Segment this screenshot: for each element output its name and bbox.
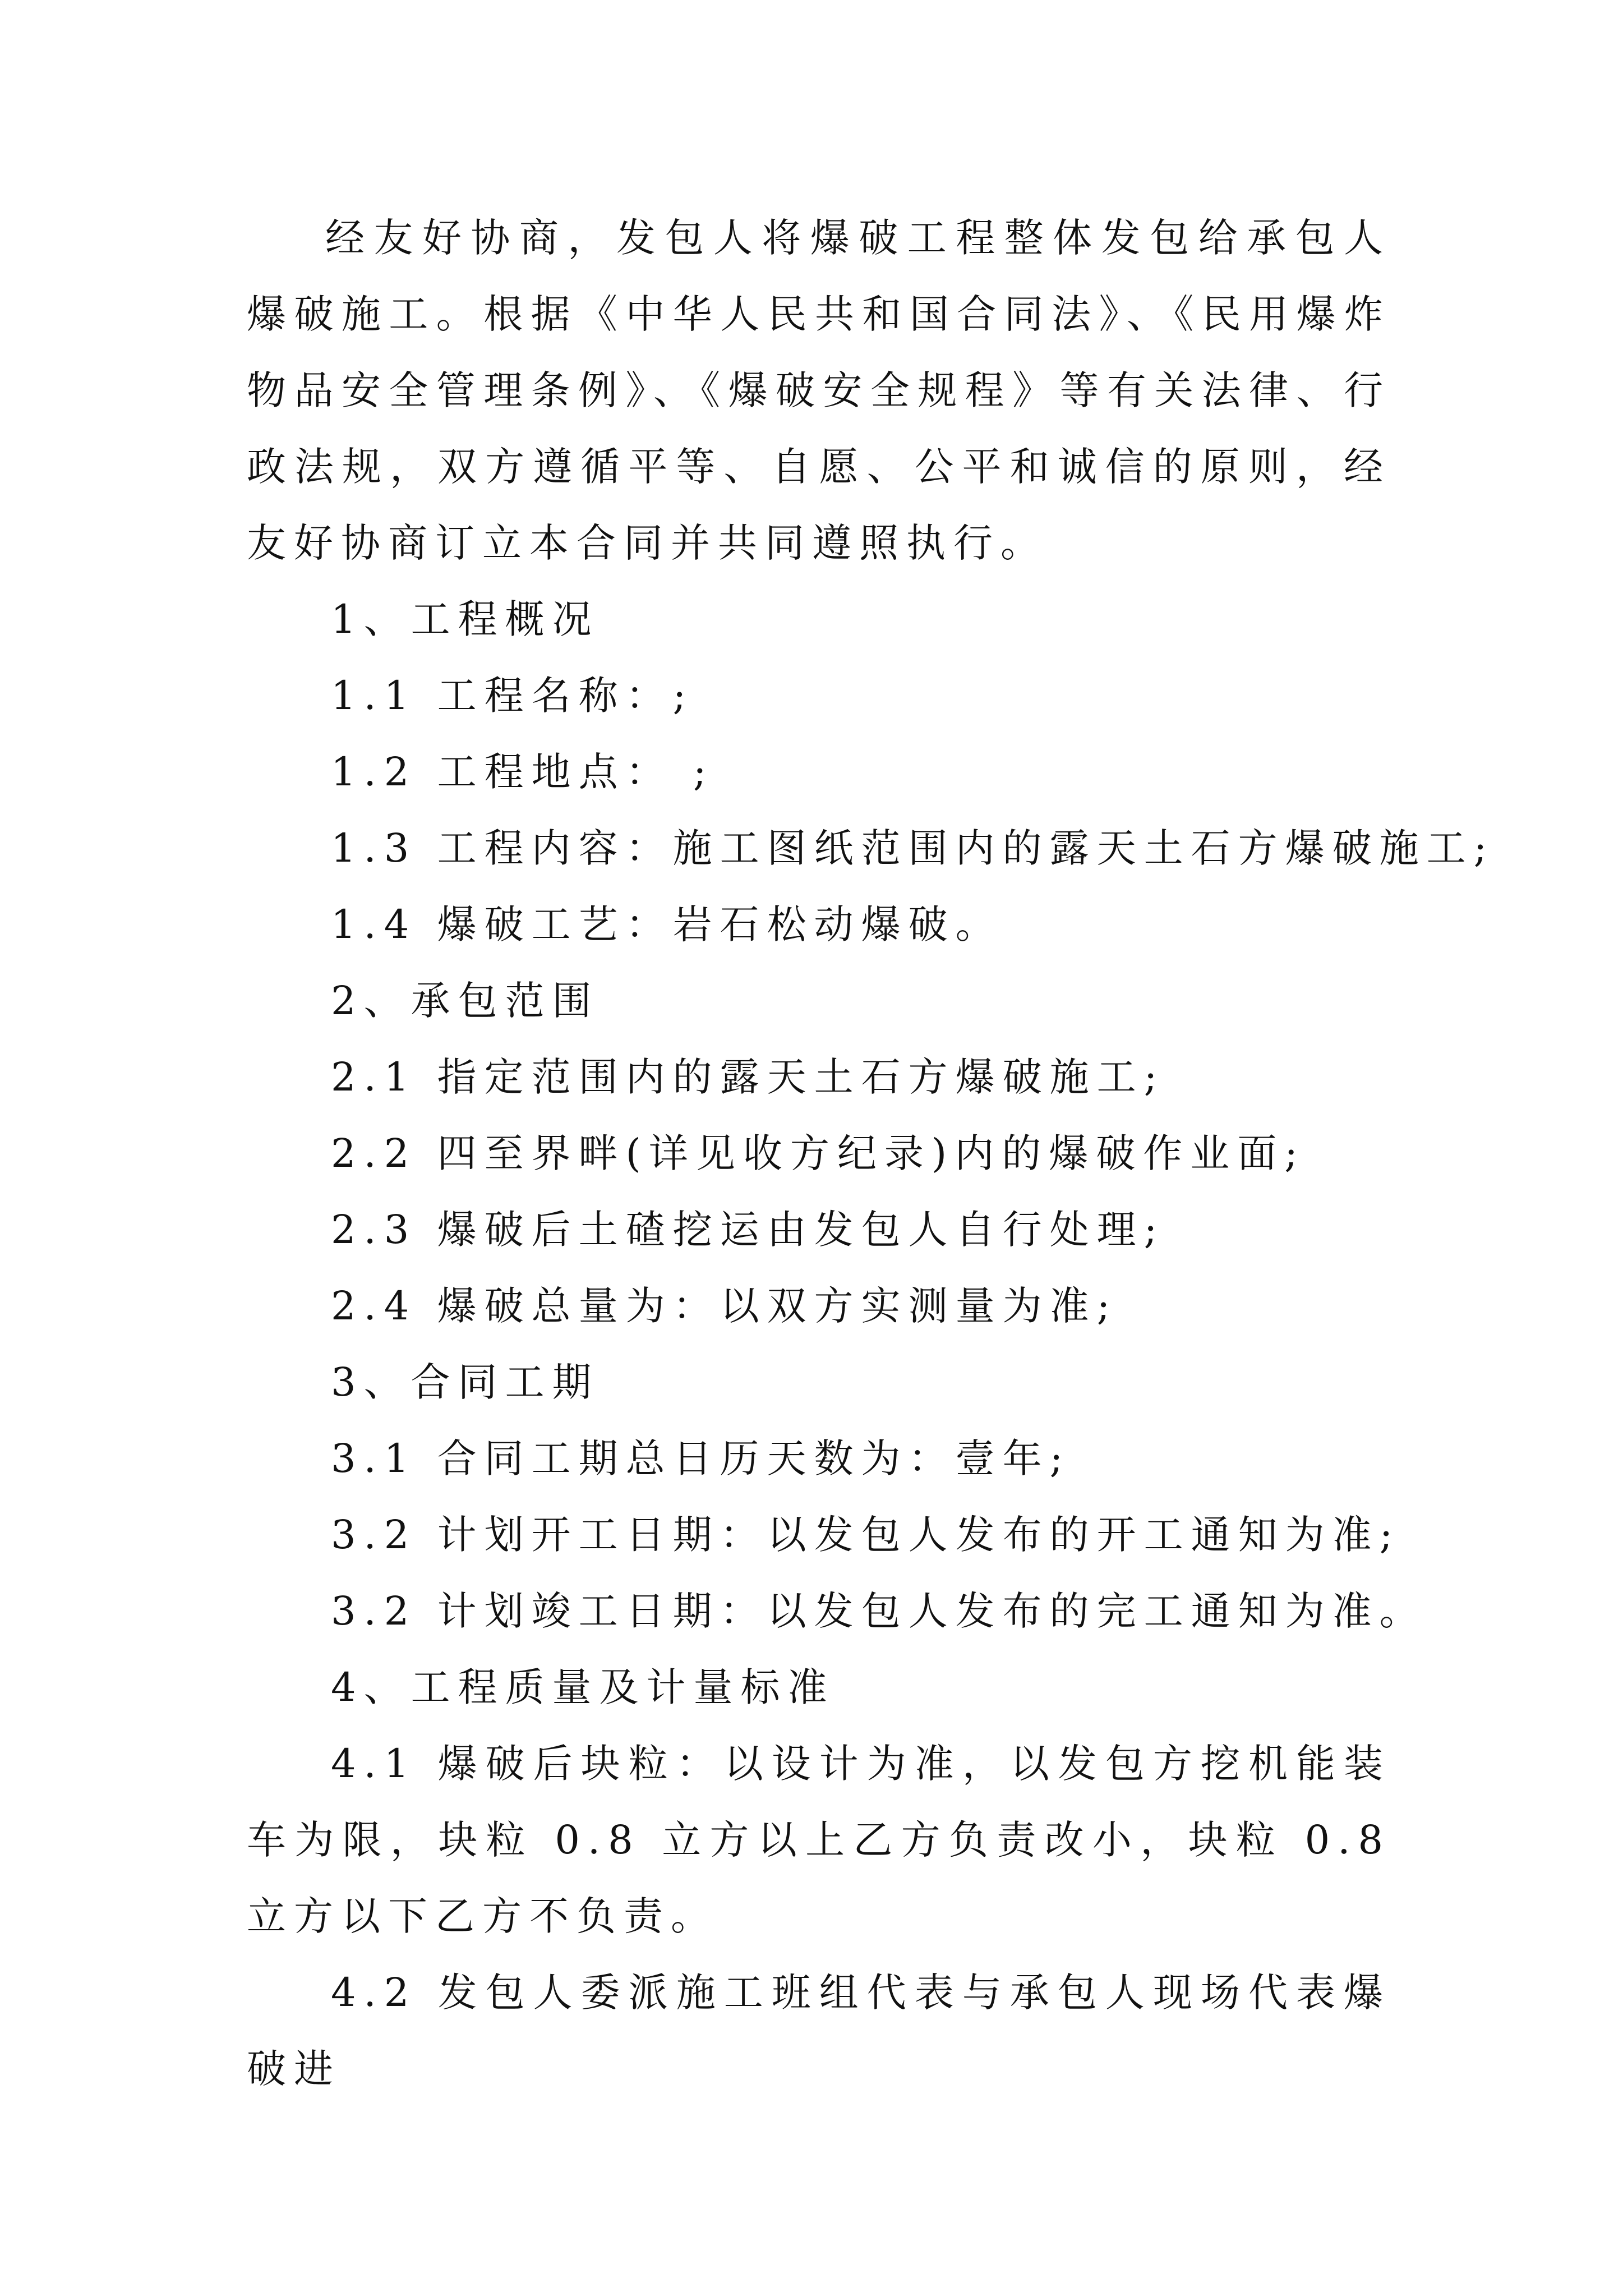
section-4-heading: 4、工程质量及计量标准 xyxy=(331,1664,835,1710)
clause-2-4: 2.4 爆破总量为：以双方实测量为准; xyxy=(331,1283,1118,1329)
intro-paragraph: 经友好协商，发包人将爆破工程整体发包给承包人爆破施工。根据《中华人民共和国合同法》、《民用爆炸物品安全管理条例》、《爆破安全规程》等有关法律、行政法规，双方遵循平等、自愿、公平和诚信的原则，经友好协商订立本合同并共同遵照执行。 xyxy=(247,215,1391,566)
clause-2-1: 2.1 指定范围内的露天土石方爆破施工; xyxy=(331,1054,1165,1100)
clause-1-3: 1.3 工程内容：施工图纸范围内的露天土石方爆破施工; xyxy=(331,825,1495,871)
clause-3-2-start: 3.2 计划开工日期：以发包人发布的开工通知为准; xyxy=(331,1512,1401,1558)
document-page xyxy=(247,200,1495,2107)
clause-1-1: 1.1 工程名称：; xyxy=(331,673,694,719)
section-1-heading: 1、工程概况 xyxy=(331,596,600,642)
section-2-heading: 2、承包范围 xyxy=(331,978,600,1024)
clause-2-2: 2.2 四至界畔(详见收方纪录)内的爆破作业面; xyxy=(331,1130,1306,1176)
clause-4-1: 4.1 爆破后块粒：以设计为准，以发包方挖机能装车为限，块粒 0.8 立方以上乙方负责改小，块粒 0.8 立方以下乙方不负责。 xyxy=(247,1741,1391,1939)
clause-3-2-end: 3.2 计划竣工日期：以发包人发布的完工通知为准。 xyxy=(331,1588,1427,1634)
clause-4-2: 4.2 发包人委派施工班组代表与承包人现场代表爆破进 xyxy=(247,1970,1391,2092)
section-3-heading: 3、合同工期 xyxy=(331,1359,600,1405)
clause-3-1: 3.1 合同工期总日历天数为：壹年; xyxy=(331,1435,1071,1481)
clause-1-2: 1.2 工程地点： ; xyxy=(331,749,714,795)
clause-2-3: 2.3 爆破后土碴挖运由发包人自行处理; xyxy=(331,1207,1165,1253)
clause-1-4: 1.4 爆破工艺：岩石松动爆破。 xyxy=(331,901,1003,947)
